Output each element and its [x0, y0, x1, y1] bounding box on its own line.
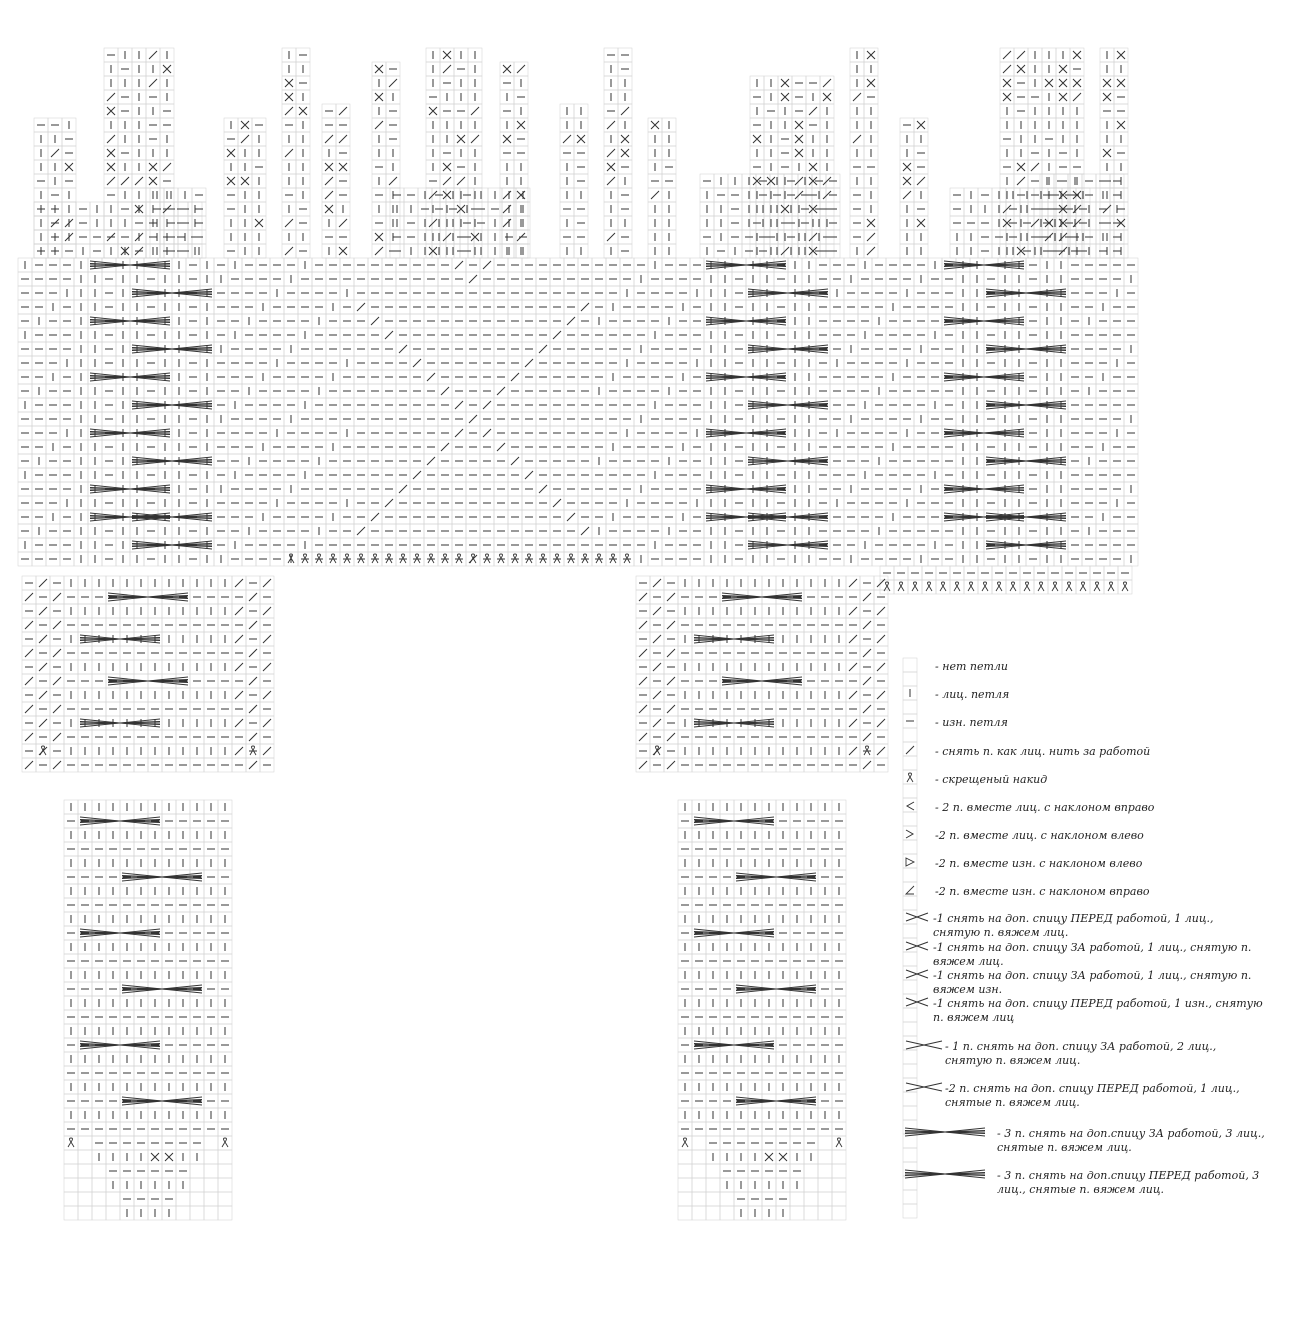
grid-cell	[204, 1150, 218, 1164]
grid-cell	[818, 1150, 832, 1164]
grid-cell	[804, 1178, 818, 1192]
grid-cell	[706, 1178, 720, 1192]
grid-cell	[678, 1150, 692, 1164]
grid-cell	[818, 1192, 832, 1206]
grid-cell	[832, 1192, 846, 1206]
grid-cell	[678, 1192, 692, 1206]
grid-cell	[106, 1192, 120, 1206]
grid-cell	[204, 1164, 218, 1178]
grid-cell	[804, 1192, 818, 1206]
slip-mark	[581, 303, 589, 311]
slip-mark	[455, 429, 463, 437]
grid-cell	[818, 1206, 832, 1220]
slip-mark	[399, 345, 407, 353]
grid-cell	[218, 1192, 232, 1206]
grid-cell	[64, 1150, 78, 1164]
grid-cell	[678, 1178, 692, 1192]
slip-mark	[455, 401, 463, 409]
grid-cell	[706, 1192, 720, 1206]
grid-cell	[692, 1178, 706, 1192]
grid-cell	[832, 1164, 846, 1178]
grid-cell	[832, 1206, 846, 1220]
grid-cell	[92, 1164, 106, 1178]
slip-mark	[427, 373, 435, 381]
grid-cell	[720, 1206, 734, 1220]
grid-cell	[64, 1178, 78, 1192]
grid-cell	[804, 1164, 818, 1178]
grid-cell	[678, 1164, 692, 1178]
grid-cell	[204, 1206, 218, 1220]
slip-mark	[469, 275, 477, 283]
slip-mark	[483, 401, 491, 409]
grid-cell	[832, 1150, 846, 1164]
grid-cell	[218, 1150, 232, 1164]
slip-mark	[525, 359, 533, 367]
grid-cell	[790, 1206, 804, 1220]
grid-cell	[692, 1164, 706, 1178]
grid-cell	[190, 1178, 204, 1192]
slip-mark	[483, 261, 491, 269]
grid-cell	[190, 1164, 204, 1178]
grid-cell	[64, 1192, 78, 1206]
grid-cell	[92, 1192, 106, 1206]
grid-cell	[832, 1178, 846, 1192]
grid-cell	[78, 1150, 92, 1164]
slip-mark	[441, 443, 449, 451]
slip-mark	[483, 429, 491, 437]
slip-mark	[553, 331, 561, 339]
grid-cell	[818, 1164, 832, 1178]
grid-cell	[692, 1192, 706, 1206]
grid-cell	[78, 1192, 92, 1206]
slip-mark	[497, 387, 505, 395]
grid-cell	[692, 1136, 706, 1150]
grid-cell	[78, 1178, 92, 1192]
grid-cell	[218, 1178, 232, 1192]
grid-cell	[190, 1206, 204, 1220]
slip-mark	[539, 345, 547, 353]
grid-cell	[176, 1192, 190, 1206]
grid-cell	[64, 1164, 78, 1178]
slip-mark	[469, 415, 477, 423]
slip-mark	[567, 317, 575, 325]
slip-mark	[497, 443, 505, 451]
grid-cell	[204, 1136, 218, 1150]
grid-cell	[78, 1136, 92, 1150]
grid-cell	[92, 1206, 106, 1220]
grid-cell	[706, 1164, 720, 1178]
grid-cell	[64, 1206, 78, 1220]
slip-mark	[441, 387, 449, 395]
grid-cell	[106, 1206, 120, 1220]
grid-cell	[176, 1206, 190, 1220]
grid-cell	[78, 1164, 92, 1178]
grid-cell	[204, 1192, 218, 1206]
slip-mark	[511, 373, 519, 381]
grid-cell	[804, 1206, 818, 1220]
grid-cell	[818, 1178, 832, 1192]
slip-mark	[371, 317, 379, 325]
grid-cell	[692, 1206, 706, 1220]
grid-cell	[92, 1178, 106, 1192]
grid-cell	[218, 1164, 232, 1178]
grid-cell	[790, 1192, 804, 1206]
grid-cell	[204, 1178, 218, 1192]
slip-mark	[455, 261, 463, 269]
grid-cell	[692, 1150, 706, 1164]
grid-cell	[706, 1206, 720, 1220]
slip-mark	[413, 359, 421, 367]
grid-cell	[678, 1206, 692, 1220]
grid-cell	[218, 1206, 232, 1220]
grid-cell	[818, 1136, 832, 1150]
grid-cell	[720, 1192, 734, 1206]
slip-mark	[357, 303, 365, 311]
slip-mark	[385, 331, 393, 339]
grid-cell	[190, 1192, 204, 1206]
grid-cell	[78, 1206, 92, 1220]
